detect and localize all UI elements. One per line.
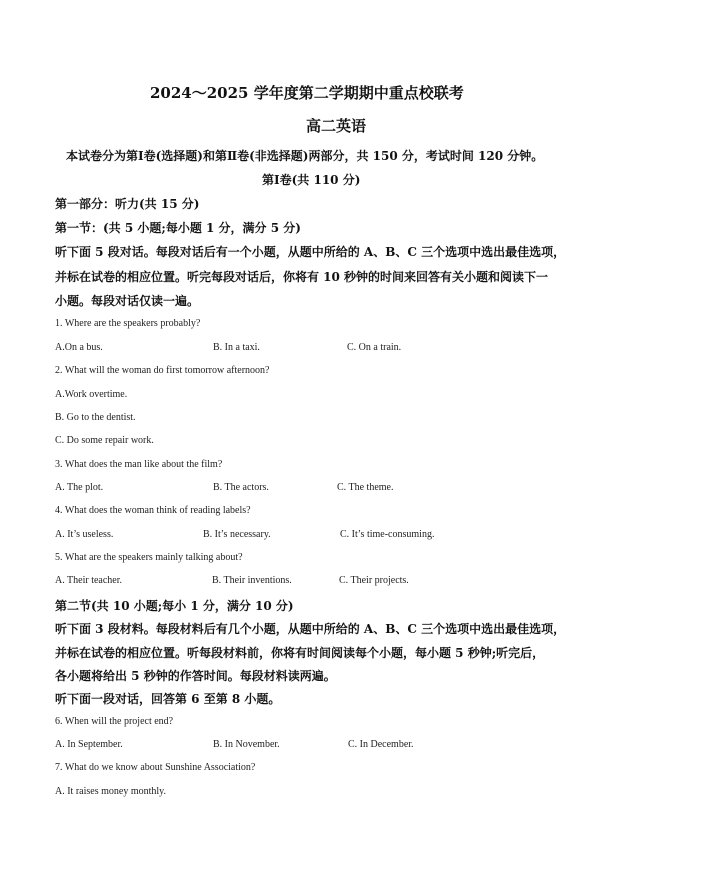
option-c: C. On a train.: [347, 342, 402, 353]
part1-heading: 第一部分：听力(共 15 分): [55, 197, 200, 211]
section2-instruction-line: 各小题将给出 5 秒钟的作答时间。每段材料读两遍。: [55, 669, 336, 683]
question-stem: 7. What do we know about Sunshine Association?: [55, 762, 256, 773]
option-a: A.Work overtime.: [55, 389, 128, 400]
question-stem: 4. What does the woman think of reading labels?: [55, 505, 251, 516]
option-b: B. It’s necessary.: [203, 529, 271, 540]
option-a: A. It’s useless.: [55, 529, 114, 540]
option-b: B. The actors.: [213, 482, 269, 493]
option-a: A. In September.: [55, 739, 123, 750]
volume-heading: 第Ⅰ卷(共 110 分): [262, 173, 361, 187]
option-b: B. In November.: [213, 739, 280, 750]
section2-instruction-line: 并标在试卷的相应位置。听每段材料前，你将有时间阅读每个小题，每小题 5 秒钟;听完后，: [55, 646, 545, 660]
subject-title: 高二英语: [306, 117, 367, 135]
option-c: C. Their projects.: [339, 575, 409, 586]
question-stem: 5. What are the speakers mainly talking about?: [55, 552, 243, 563]
option-a: A. It raises money monthly.: [55, 786, 167, 797]
option-b: B. Go to the dentist.: [55, 412, 136, 423]
section1-instruction-line: 听下面 5 段对话。每段对话后有一个小题，从题中所给的 A、B、C 三个选项中选出最佳选项，: [55, 245, 566, 259]
option-a: A.On a bus.: [55, 342, 103, 353]
option-c: C. Do some repair work.: [55, 435, 154, 446]
section1-instruction-line: 小题。每段对话仅读一遍。: [55, 294, 200, 308]
section2-sub-heading: 听下面一段对话，回答第 6 至第 8 小题。: [55, 692, 281, 706]
question-stem: 3. What does the man like about the film?: [55, 459, 223, 470]
section1-instruction-line: 并标在试卷的相应位置。听完每段对话后，你将有 10 秒钟的时间来回答有关小题和阅读下一: [55, 270, 549, 284]
exam-title: 2024～2025 学年度第二学期期中重点校联考: [150, 84, 464, 102]
option-c: C. The theme.: [337, 482, 394, 493]
option-b: B. Their inventions.: [212, 575, 292, 586]
option-a: A. Their teacher.: [55, 575, 123, 586]
section2-instruction-line: 听下面 3 段材料。每段材料后有几个小题，从题中所给的 A、B、C 三个选项中选出最佳选项，: [55, 622, 566, 636]
option-a: A. The plot.: [55, 482, 104, 493]
exam-intro: 本试卷分为第Ⅰ卷(选择题)和第Ⅱ卷(非选择题)两部分，共 150 分，考试时间 120 分钟。: [66, 149, 544, 163]
question-stem: 2. What will the woman do first tomorrow afternoon?: [55, 365, 270, 376]
section2-heading: 第二节(共 10 小题;每小 1 分，满分 10 分): [55, 599, 294, 613]
section1-heading: 第一节：(共 5 小题;每小题 1 分，满分 5 分): [55, 221, 301, 235]
question-stem: 1. Where are the speakers probably?: [55, 318, 201, 329]
option-b: B. In a taxi.: [213, 342, 260, 353]
option-c: C. In December.: [348, 739, 414, 750]
question-stem: 6. When will the project end?: [55, 716, 174, 727]
option-c: C. It’s time-consuming.: [340, 529, 435, 540]
